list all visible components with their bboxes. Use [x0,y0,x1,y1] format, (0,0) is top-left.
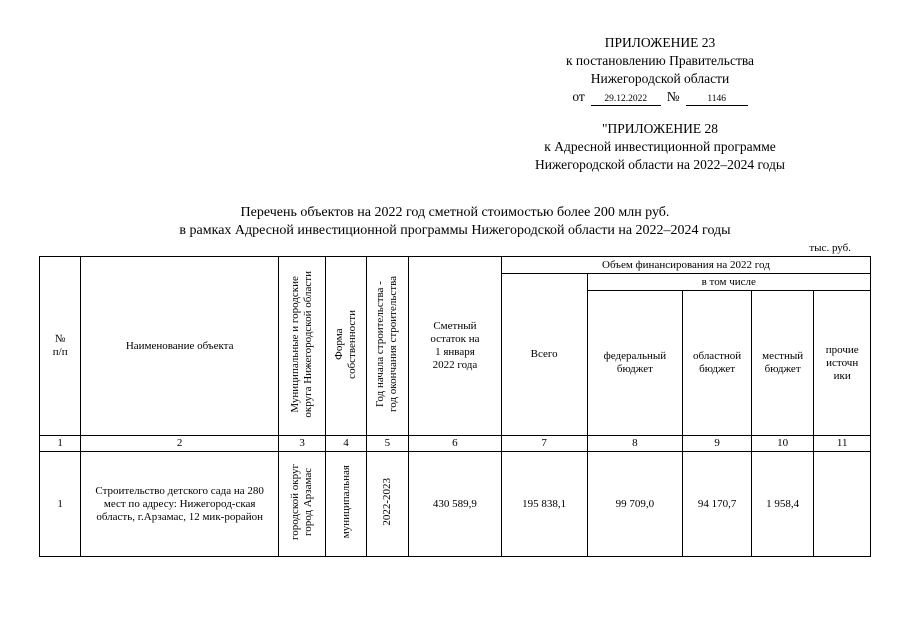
header-regional: областной бюджет [683,291,752,436]
header-federal: федеральный бюджет [587,291,683,436]
row-municipality-cell [278,452,325,557]
header-other: прочие источн ики [814,291,871,436]
header-municipality-cell [278,257,325,436]
row-years: 2022-2023 [380,478,393,526]
header-estimate: Сметный остаток на 1 января 2022 года [409,257,502,436]
header-ownership: Форма собственности [333,309,359,379]
row-municipality: городской округ город Арзамас [289,463,315,541]
row-ownership: муниципальная [339,465,352,539]
row-years-cell [366,452,408,557]
col-number: 8 [587,436,683,452]
col-number: 7 [501,436,587,452]
row-federal: 99 709,0 [587,452,683,557]
annex-28-title: "ПРИЛОЖЕНИЕ 28 [601,121,719,136]
row-object-name: Строительство детского сада на 280 мест по адресу: Нижегород-ская область, г.Арзамас, 12 мик-рорайон [81,452,279,557]
header-years-cell [366,257,408,436]
col-number: 3 [278,436,325,452]
column-numbers-row [40,436,871,452]
row-local: 1 958,4 [751,452,814,557]
row-total: 195 838,1 [501,452,587,557]
header-funding-group: Объем финансирования на 2022 год [501,257,870,274]
col-number: 9 [683,436,752,452]
title-line-1: Перечень объектов на 2022 год сметной стоимостью более 200 млн руб. [240,205,670,220]
header-num: № п/п [40,257,81,436]
decree-reference [572,88,747,106]
annex-23-header [470,34,850,106]
row-num: 1 [40,452,81,557]
col-number: 6 [409,436,502,452]
header-local: местный бюджет [751,291,814,436]
annex-28-region: Нижегородской области на 2022–2024 годы [535,157,785,172]
annex-23-subtitle: к постановлению Правительства [565,53,755,68]
annex-23-title: ПРИЛОЖЕНИЕ 23 [604,35,716,50]
from-label: от [572,89,585,104]
col-number: 1 [40,436,81,452]
col-number: 4 [326,436,366,452]
row-other [814,452,871,557]
header-ownership-cell [326,257,366,436]
header-years: Год начала строительства - год окончания строительства [374,276,400,412]
col-number: 11 [814,436,871,452]
header-name: Наименование объекта [81,257,279,436]
table-row [40,452,871,557]
annex-28-header [470,120,850,174]
decree-date: 29.12.2022 [591,93,661,106]
header-including: в том числе [587,274,870,291]
decree-number: 1146 [686,93,748,106]
row-regional: 94 170,7 [683,452,752,557]
document-title [40,204,870,240]
objects-table [39,256,871,557]
header-total: Всего [501,274,587,436]
col-number: 2 [81,436,279,452]
row-estimate: 430 589,9 [409,452,502,557]
number-label: № [666,89,680,104]
annex-23-region: Нижегородской области [590,71,730,86]
unit-label: тыс. руб. [809,242,851,254]
annex-28-subtitle: к Адресной инвестиционной программе [544,139,776,154]
header-municipality: Муниципальные и городские округа Нижегородской области [289,270,315,418]
col-number: 10 [751,436,814,452]
row-ownership-cell [326,452,366,557]
col-number: 5 [366,436,408,452]
title-line-2: в рамках Адресной инвестиционной программы Нижегородской области на 2022–2024 годы [179,223,731,238]
